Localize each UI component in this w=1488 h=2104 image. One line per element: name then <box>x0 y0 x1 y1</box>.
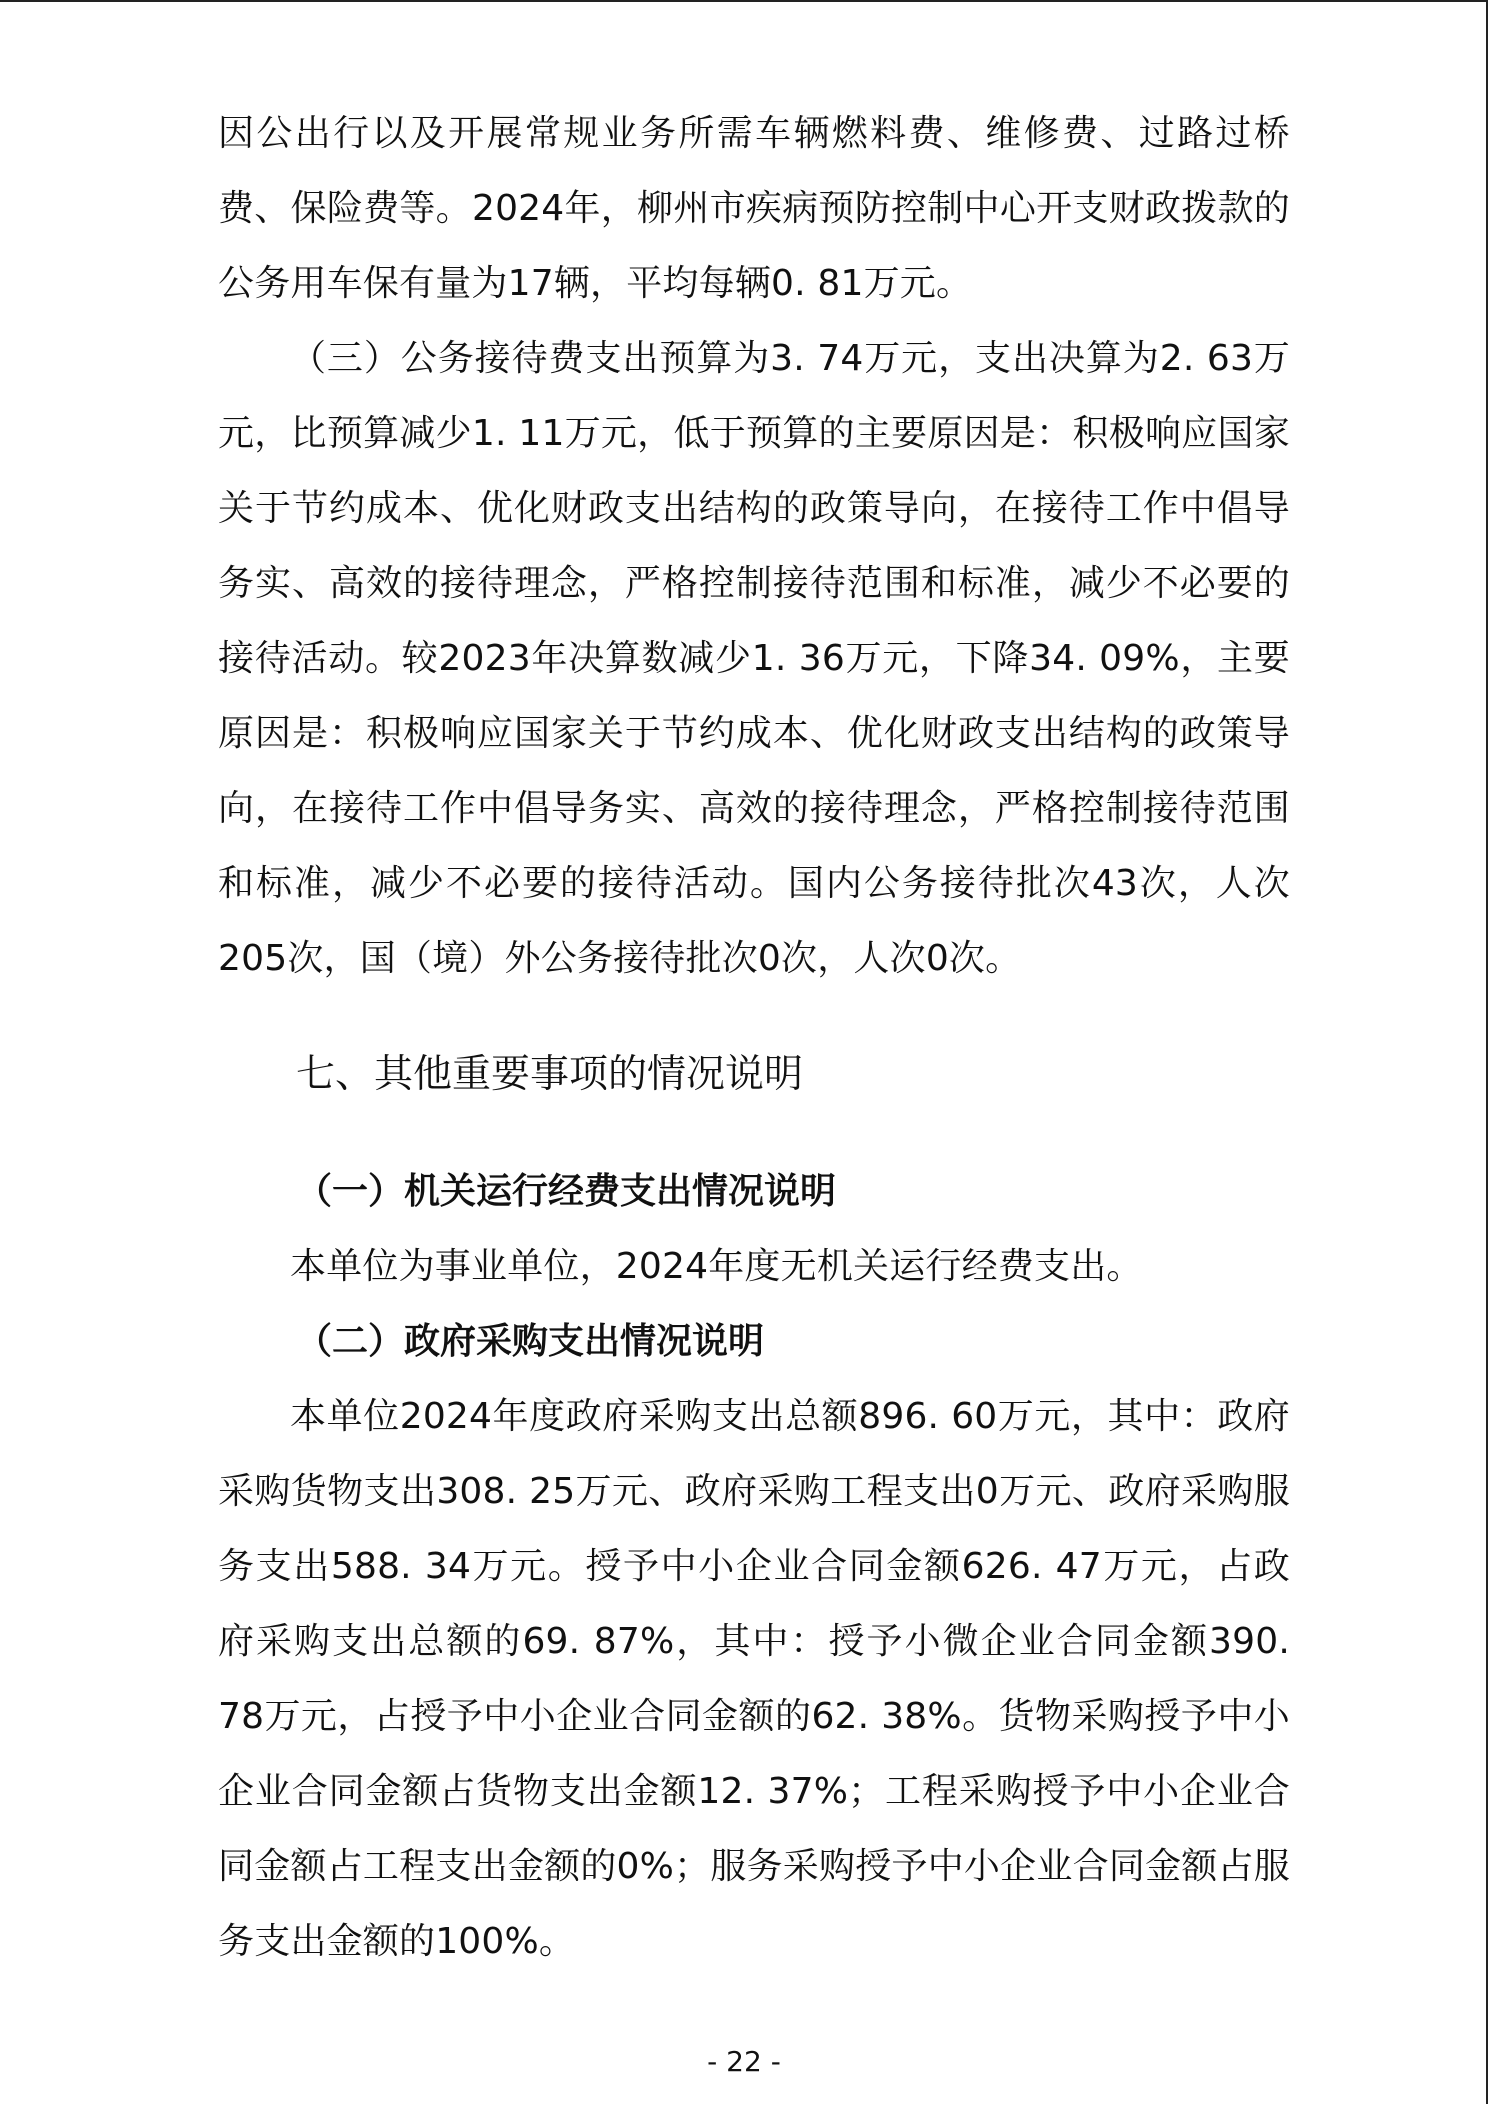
paragraph-operating-expenses: 本单位为事业单位，2024年度无机关运行经费支出。 <box>290 1246 1143 1287</box>
section-title-other-matters: 七、其他重要事项的情况说明 <box>296 1052 804 1097</box>
subsection-title-procurement: （二）政府采购支出情况说明 <box>296 1321 765 1362</box>
paragraph-reception-expenses: （三）公务接待费支出预算为3. 74万元，支出决算为2. 63万元，比预算减少1. 11万元，低于预算的主要原因是：积极响应国家关于节约成本、优化财政支出结构的政策导向，在接待工作中倡导务实、高效的接待理念，严格控制接待范围和标准，减少不必要的接待活动。较2023年决算数减少1. 36万元，下降34. 09%，主要原因是：积极响应国家关于节约成本、优化财政支出结构的政策导向，在接待工作中倡导务实、高效的接待理念，严格控制接待范围和标准，减少不必要的接待活动。国内公务接待批次43次，人次205次，国（境）外公务接待批次0次，人次0次。 <box>218 338 1290 979</box>
paragraph-procurement: 本单位2024年度政府采购支出总额896. 60万元，其中：政府采购货物支出308. 25万元、政府采购工程支出0万元、政府采购服务支出588. 34万元。授予中小企业合同金额626. 47万元，占政府采购支出总额的69. 87%，其中：授予小微企业合同金额390. 78万元，占授予中小企业合同金额的62. 38%。货物采购授予中小企业合同金额占货物支出金额12. 37%；工程采购授予中小企业合同金额占工程支出金额的0%；服务采购授予中小企业合同金额占服务支出金额的100%。 <box>218 1396 1290 1962</box>
document-body <box>218 96 1290 1979</box>
paragraph-vehicle-expenses: 因公出行以及开展常规业务所需车辆燃料费、维修费、过路过桥费、保险费等。2024年，柳州市疾病预防控制中心开支财政拨款的公务用车保有量为17辆，平均每辆0. 81万元。 <box>218 113 1290 304</box>
page-number: - 22 - <box>707 2045 781 2078</box>
subsection-title-operating-expenses: （一）机关运行经费支出情况说明 <box>296 1171 837 1212</box>
